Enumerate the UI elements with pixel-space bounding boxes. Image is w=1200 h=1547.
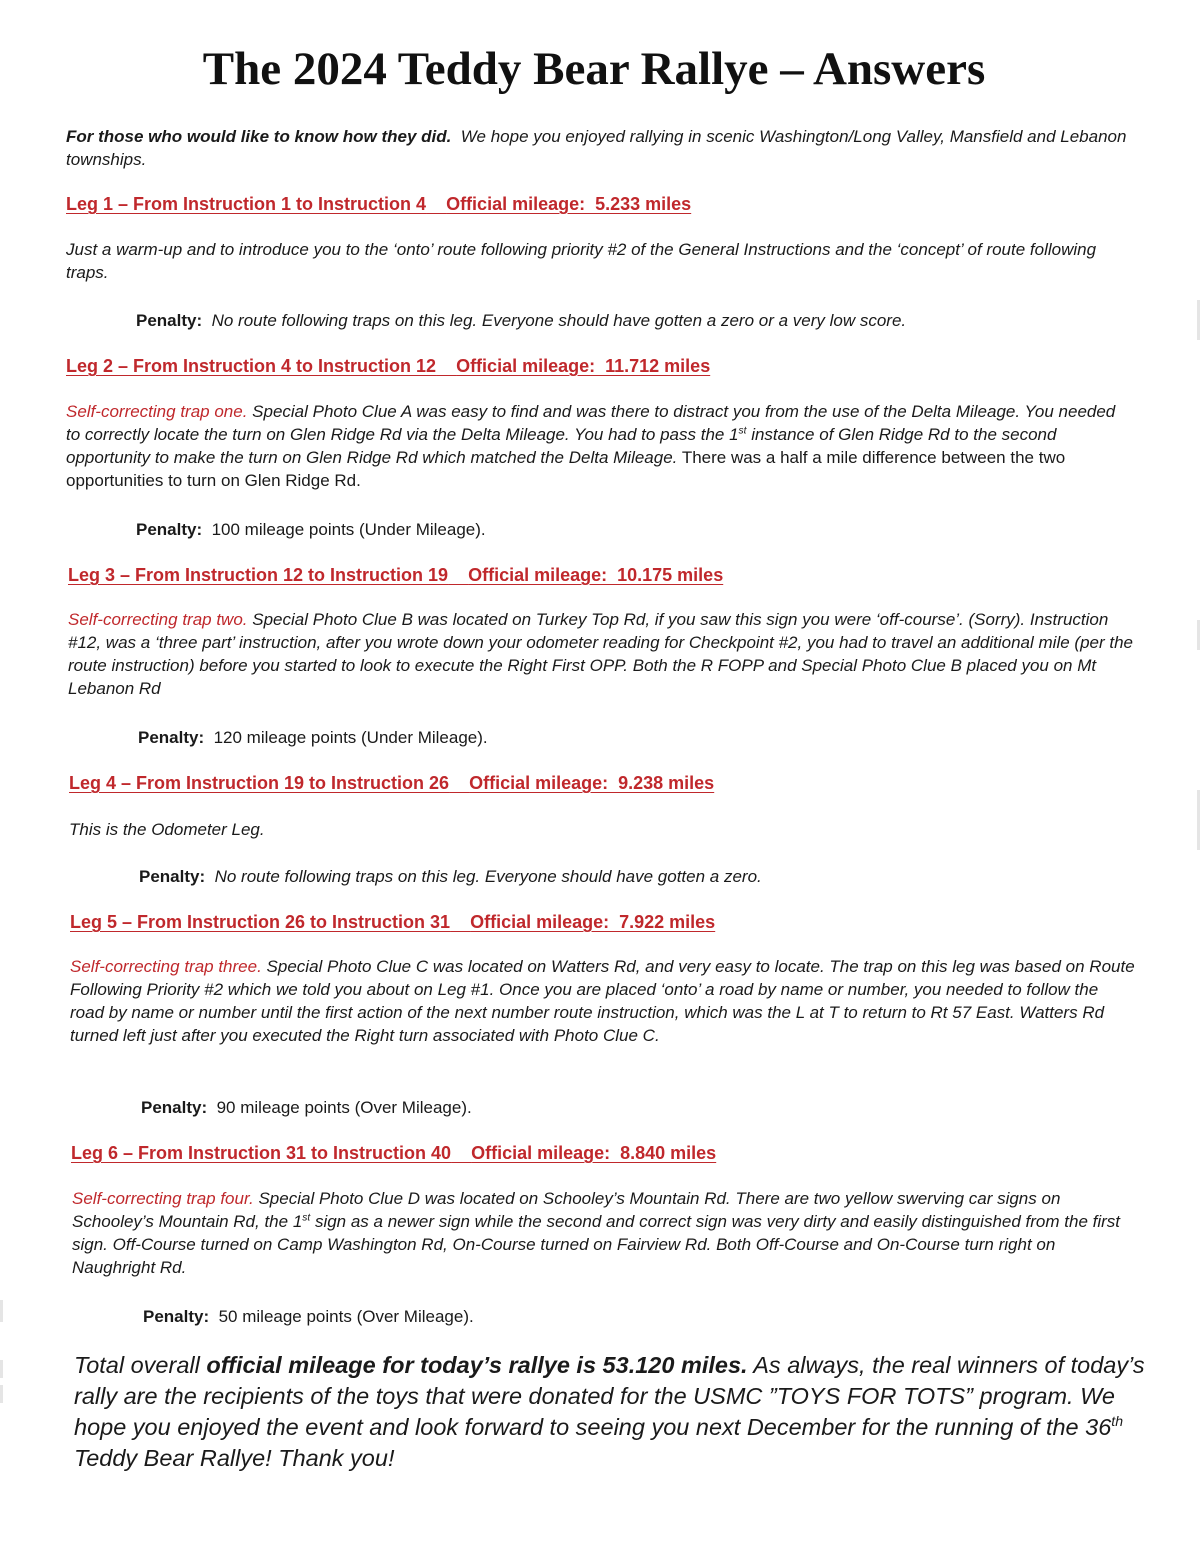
leg-6-trap-label: Self-correcting trap four. bbox=[72, 1189, 254, 1208]
leg-1-body: Just a warm-up and to introduce you to the ‘onto’ route following priority #2 of the General Instructions and the ‘concept’ of route following traps. bbox=[66, 240, 1097, 282]
leg-2-heading bbox=[66, 355, 710, 377]
leg-6-mileage: Official mileage: 8.840 miles bbox=[471, 1143, 717, 1163]
leg-4-penalty-text: No route following traps on this leg. Everyone should have gotten a zero. bbox=[214, 867, 762, 886]
leg-2-penalty bbox=[136, 518, 486, 541]
leg-6-penalty bbox=[143, 1305, 474, 1328]
intro-lead: For those who would like to know how they did. bbox=[66, 127, 452, 146]
leg-4-penalty-label: Penalty: bbox=[139, 867, 206, 886]
leg-3-penalty bbox=[138, 726, 488, 749]
leg-2-penalty-text: 100 mileage points (Under Mileage). bbox=[211, 520, 486, 539]
closing-bold: official mileage for today’s rallye is 53.120 miles. bbox=[206, 1352, 748, 1378]
leg-5-penalty bbox=[141, 1096, 472, 1119]
leg-5-heading bbox=[70, 911, 715, 933]
leg-6-heading bbox=[71, 1142, 716, 1164]
leg-4-heading bbox=[69, 772, 714, 794]
leg-6-body bbox=[72, 1187, 1122, 1279]
leg-3-penalty-text: 120 mileage points (Under Mileage). bbox=[213, 728, 488, 747]
leg-3-mileage: Official mileage: 10.175 miles bbox=[468, 565, 724, 585]
leg-6-body-a: Special Photo Clue D was located on Schooley’s Mountain Rd. There are two yellow swerving car signs on Schooley’s Mountain Rd, the 1 bbox=[72, 1189, 1061, 1231]
leg-4-title: Leg 4 – From Instruction 19 to Instruction 26 bbox=[69, 773, 450, 793]
intro-paragraph bbox=[66, 125, 1146, 171]
leg-3-penalty-label: Penalty: bbox=[138, 728, 205, 747]
leg-6-title: Leg 6 – From Instruction 31 to Instruction 40 bbox=[71, 1143, 452, 1163]
leg-3-trap-label: Self-correcting trap two. bbox=[68, 610, 248, 629]
leg-2-title: Leg 2 – From Instruction 4 to Instruction 12 bbox=[66, 356, 437, 376]
closing-sup: th bbox=[1111, 1413, 1124, 1430]
leg-6-body-b: sign as a newer sign while the second and correct sign was very dirty and easily distinguished from the first sign. Off-Course turned on Camp Washington Rd, On-Course turned on Fairview Rd. Both Off-Course and On-Course turn right on Naughright Rd. bbox=[72, 1212, 1121, 1277]
leg-1-penalty-text: No route following traps on this leg. Everyone should have gotten a zero or a very low score. bbox=[211, 311, 907, 330]
leg-3-heading bbox=[68, 564, 723, 586]
leg-5-body-text: Special Photo Clue C was located on Watters Rd, and very easy to locate. The trap on this leg was based on Route Following Priority #2 which we told you about on Leg #1. Once you are placed ‘onto’ a road by name or number, you needed to follow the road by name or number until the first action of the next number route instruction, which was the L at T to return to Rt 57 East. Watters Rd turned left just after you executed the Right turn associated with Photo Clue C. bbox=[70, 957, 1135, 1045]
leg-6-body-sup: st bbox=[302, 1212, 311, 1224]
leg-2-trap-label: Self-correcting trap one. bbox=[66, 402, 248, 421]
leg-1-penalty bbox=[136, 309, 906, 332]
leg-4-body: This is the Odometer Leg. bbox=[69, 820, 265, 839]
leg-4-penalty bbox=[139, 865, 762, 888]
leg-5-trap-label: Self-correcting trap three. bbox=[70, 957, 262, 976]
leg-2-mileage: Official mileage: 11.712 miles bbox=[456, 356, 711, 376]
leg-1-title: Leg 1 – From Instruction 1 to Instruction 4 bbox=[66, 194, 427, 214]
leg-2-body bbox=[66, 400, 1126, 492]
page-title: The 2024 Teddy Bear Rallye – Answers bbox=[202, 43, 986, 95]
scan-edge-mark bbox=[0, 1385, 3, 1403]
leg-5-mileage: Official mileage: 7.922 miles bbox=[470, 912, 716, 932]
leg-3-body bbox=[68, 608, 1133, 700]
leg-2-body-a: Special Photo Clue A was easy to find and was there to distract you from the use of the Delta Mileage. You needed to correctly locate the turn on Glen Ridge Rd via the Delta Mileage. You had to pass the 1 bbox=[66, 402, 1116, 444]
closing-paragraph bbox=[74, 1350, 1154, 1474]
leg-1-mileage: Official mileage: 5.233 miles bbox=[446, 194, 692, 214]
leg-2-body-sup: st bbox=[738, 425, 747, 437]
leg-1-heading bbox=[66, 193, 691, 215]
closing-part1: Total overall bbox=[74, 1352, 207, 1378]
scan-edge-mark bbox=[0, 1360, 3, 1378]
leg-5-penalty-text: 90 mileage points (Over Mileage). bbox=[216, 1098, 472, 1117]
leg-3-body-text: Special Photo Clue B was located on Turkey Top Rd, if you saw this sign you were ‘off-course’. (Sorry). Instruction #12, was a ‘three part’ instruction, after you wrote down your odometer reading for Checkpoint #2, you had to travel an additional mile (per the route instruction) before you started to look to execute the Right First OPP. Both the R FOPP and Special Photo Clue B placed you on Mt Lebanon Rd bbox=[68, 610, 1133, 698]
leg-6-penalty-text: 50 mileage points (Over Mileage). bbox=[218, 1307, 474, 1326]
leg-4-mileage: Official mileage: 9.238 miles bbox=[469, 773, 715, 793]
closing-part2: As always, the real winners of today’s rally are the recipients of the toys that were donated for the USMC ”TOYS FOR TOTS” program. We hope you enjoyed the event and look forward to seeing you next December for the running of the 36 bbox=[74, 1352, 1145, 1440]
leg-6-penalty-label: Penalty: bbox=[143, 1307, 210, 1326]
leg-3-title: Leg 3 – From Instruction 12 to Instruction 19 bbox=[68, 565, 449, 585]
closing-part3: Teddy Bear Rallye! Thank you! bbox=[74, 1445, 395, 1471]
leg-1-penalty-label: Penalty: bbox=[136, 311, 203, 330]
intro-rest: We hope you enjoyed rallying in scenic Washington/Long Valley, Mansfield and Lebanon townships. bbox=[66, 127, 1127, 169]
leg-5-title: Leg 5 – From Instruction 26 to Instruction 31 bbox=[70, 912, 451, 932]
scan-edge-mark bbox=[0, 1300, 3, 1322]
leg-5-penalty-label: Penalty: bbox=[141, 1098, 208, 1117]
leg-2-body-b: instance of Glen Ridge Rd to the second opportunity to make the turn on Glen Ridge Rd which matched the Delta Mileage. bbox=[66, 425, 1057, 467]
leg-2-body-c: There was a half a mile difference between the two opportunities to turn on Glen Ridge Rd. bbox=[66, 448, 1066, 490]
leg-5-body bbox=[70, 955, 1135, 1047]
leg-2-penalty-label: Penalty: bbox=[136, 520, 203, 539]
